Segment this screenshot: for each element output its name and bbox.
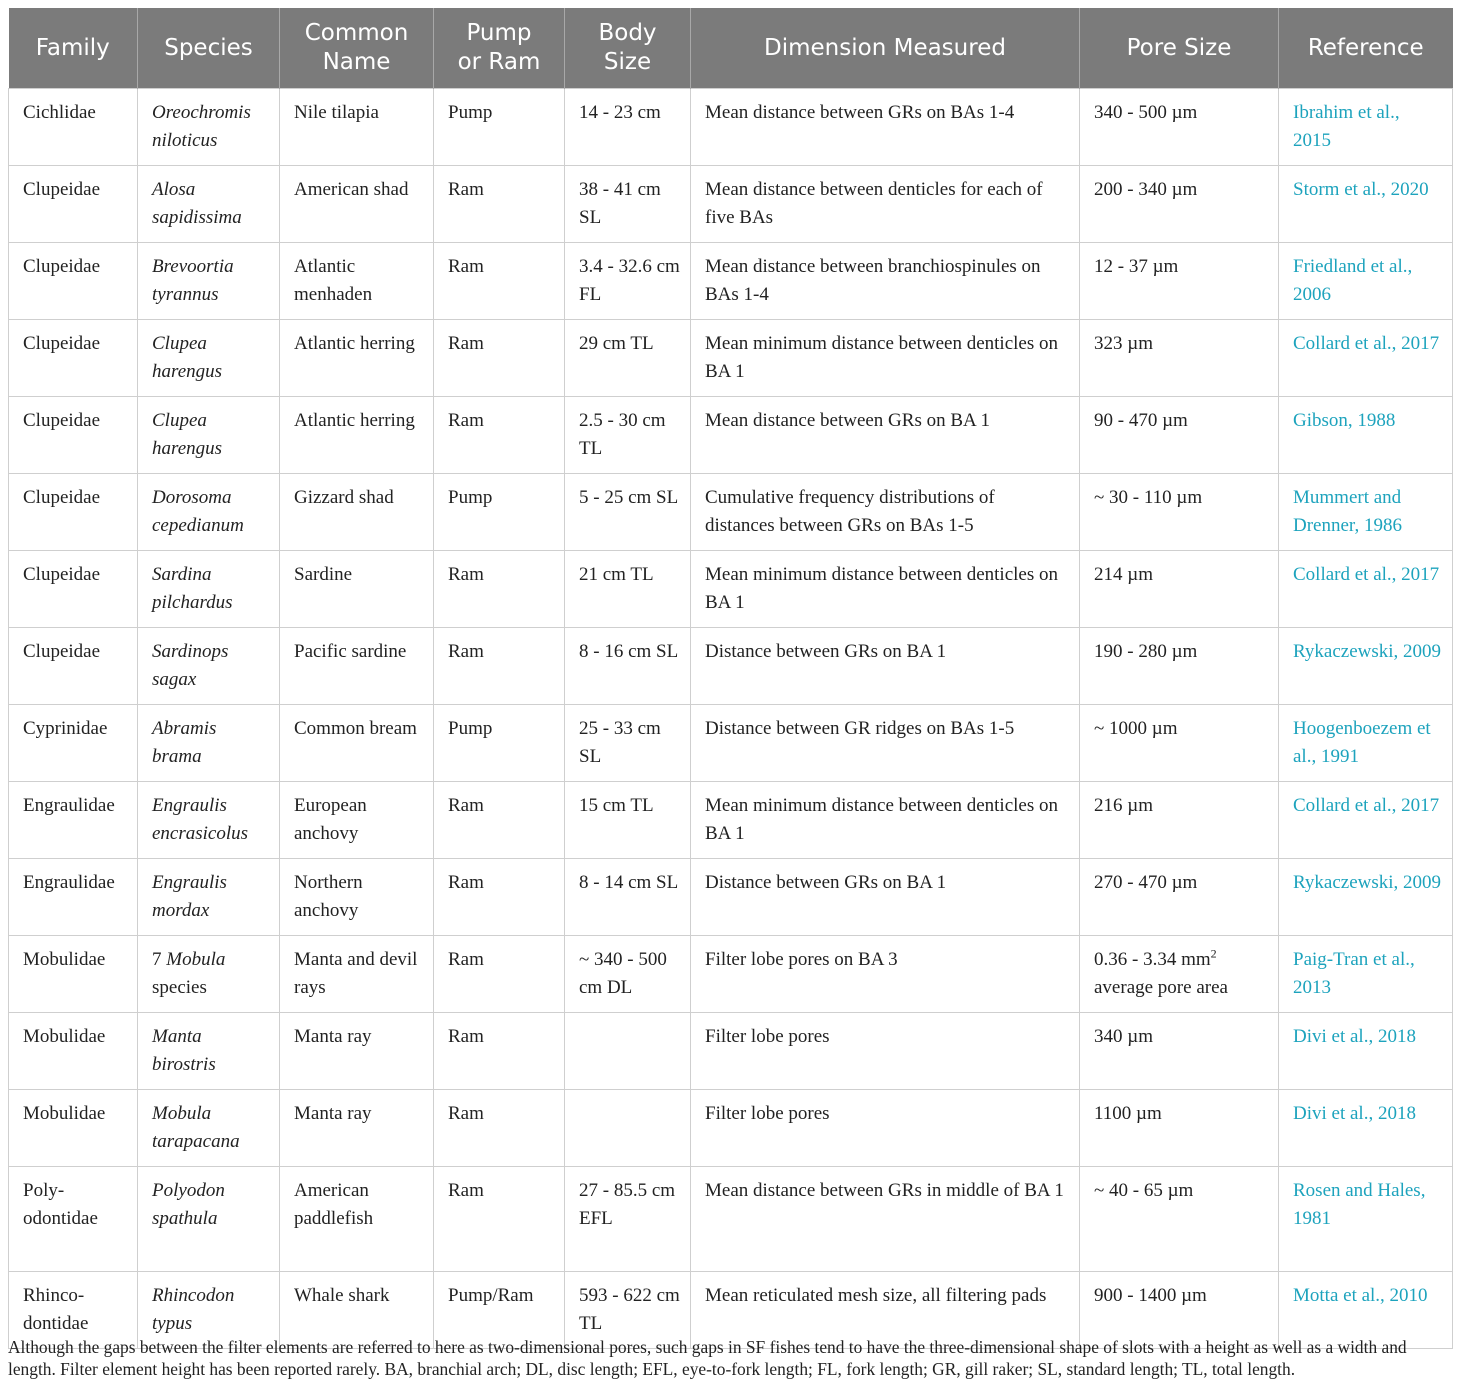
table-row [9,166,1453,243]
cell-common: Atlantic herring [280,320,434,397]
cell-species: Polyodon spathula [138,1167,280,1272]
cell-common: American shad [280,166,434,243]
cell-dimension: Filter lobe pores [691,1090,1080,1167]
cell-species: Alosa sapidissima [138,166,280,243]
cell-dimension: Cumulative frequency distributions of distances between GRs on BAs 1-5 [691,474,1080,551]
cell-family: Clupeidae [9,628,138,705]
cell-reference[interactable]: Collard et al., 2017 [1279,782,1453,859]
cell-dimension: Distance between GR ridges on BAs 1-5 [691,705,1080,782]
cell-family: Mobulidae [9,936,138,1013]
cell-size: 8 - 14 cm SL [565,859,691,936]
column-header: Dimension Measured [691,8,1080,89]
cell-size: 3.4 - 32.6 cm FL [565,243,691,320]
cell-reference[interactable]: Collard et al., 2017 [1279,551,1453,628]
cell-dimension: Mean minimum distance between denticles on BA 1 [691,320,1080,397]
cell-pore: 200 - 340 µm [1080,166,1279,243]
cell-species: Clupea harengus [138,320,280,397]
cell-mode: Ram [434,1013,565,1090]
cell-pore: 900 - 1400 µm [1080,1272,1279,1349]
cell-dimension: Mean distance between denticles for each of five BAs [691,166,1080,243]
cell-family: Cyprinidae [9,705,138,782]
table-row [9,474,1453,551]
cell-common: Manta and devil rays [280,936,434,1013]
cell-pore: 90 - 470 µm [1080,397,1279,474]
cell-size: 21 cm TL [565,551,691,628]
cell-mode: Pump [434,474,565,551]
cell-dimension: Mean reticulated mesh size, all filtering pads [691,1272,1080,1349]
cell-family: Poly-odontidae [9,1167,138,1272]
cell-family: Clupeidae [9,474,138,551]
cell-pore: 1100 µm [1080,1090,1279,1167]
cell-common: American paddlefish [280,1167,434,1272]
table-row [9,628,1453,705]
cell-dimension: Mean distance between branchiospinules on BAs 1-4 [691,243,1080,320]
cell-size: 5 - 25 cm SL [565,474,691,551]
table-row [9,1090,1453,1167]
cell-pore: 190 - 280 µm [1080,628,1279,705]
column-header: Reference [1279,8,1453,89]
cell-mode: Ram [434,166,565,243]
table-row [9,320,1453,397]
cell-reference[interactable]: Paig-Tran et al., 2013 [1279,936,1453,1013]
cell-size: 29 cm TL [565,320,691,397]
cell-pore: 340 µm [1080,1013,1279,1090]
column-header: Common Name [280,8,434,89]
cell-species: Rhincodon typus [138,1272,280,1349]
cell-family: Mobulidae [9,1013,138,1090]
cell-species: Manta birostris [138,1013,280,1090]
cell-reference[interactable]: Mummert and Drenner, 1986 [1279,474,1453,551]
cell-common: Gizzard shad [280,474,434,551]
cell-reference[interactable]: Hoogenboezem et al., 1991 [1279,705,1453,782]
cell-size: 8 - 16 cm SL [565,628,691,705]
cell-pore: 0.36 - 3.34 $mm^2$ average pore area [1080,936,1279,1013]
cell-size: 593 - 622 cm TL [565,1272,691,1349]
cell-pore: ~ 1000 µm [1080,705,1279,782]
cell-size [565,1090,691,1167]
cell-mode: Ram [434,628,565,705]
cell-pore: 340 - 500 µm [1080,89,1279,166]
cell-mode: Ram [434,551,565,628]
cell-mode: Pump/Ram [434,1272,565,1349]
cell-family: Mobulidae [9,1090,138,1167]
table-row [9,89,1453,166]
cell-family: Clupeidae [9,243,138,320]
table-row [9,1167,1453,1272]
cell-family: Engraulidae [9,859,138,936]
table-header-row [9,8,1453,89]
cell-species: Oreochromis niloticus [138,89,280,166]
cell-mode: Ram [434,782,565,859]
cell-common: Atlantic menhaden [280,243,434,320]
cell-common: Pacific sardine [280,628,434,705]
cell-dimension: Filter lobe pores [691,1013,1080,1090]
cell-species: 7 Mobula species [138,936,280,1013]
cell-common: European anchovy [280,782,434,859]
cell-pore: 214 µm [1080,551,1279,628]
cell-species: Abramis brama [138,705,280,782]
cell-family: Cichlidae [9,89,138,166]
cell-common: Northern anchovy [280,859,434,936]
cell-mode: Pump [434,705,565,782]
cell-reference[interactable]: Rosen and Hales, 1981 [1279,1167,1453,1272]
table-row [9,859,1453,936]
pore-size-table [8,8,1453,1349]
cell-dimension: Distance between GRs on BA 1 [691,628,1080,705]
column-header: Species [138,8,280,89]
table-row [9,551,1453,628]
data-table-container [8,8,1452,1349]
cell-dimension: Mean minimum distance between denticles on BA 1 [691,551,1080,628]
cell-species: Brevoortia tyrannus [138,243,280,320]
cell-size [565,1013,691,1090]
column-header: Pump or Ram [434,8,565,89]
cell-mode: Ram [434,1090,565,1167]
cell-family: Clupeidae [9,166,138,243]
cell-reference[interactable]: Storm et al., 2020 [1279,166,1453,243]
cell-size: ~ 340 - 500 cm DL [565,936,691,1013]
cell-pore: ~ 30 - 110 µm [1080,474,1279,551]
table-row [9,397,1453,474]
table-row [9,936,1453,1013]
table-row [9,1013,1453,1090]
cell-reference[interactable]: Friedland et al., 2006 [1279,243,1453,320]
cell-mode: Pump [434,89,565,166]
cell-size: 15 cm TL [565,782,691,859]
cell-pore: 12 - 37 µm [1080,243,1279,320]
column-header: Family [9,8,138,89]
cell-species: Mobula tarapacana [138,1090,280,1167]
cell-common: Nile tilapia [280,89,434,166]
cell-reference[interactable]: Gibson, 1988 [1279,397,1453,474]
cell-species: Clupea harengus [138,397,280,474]
cell-reference[interactable]: Divi et al., 2018 [1279,1090,1453,1167]
cell-size: 27 - 85.5 cm EFL [565,1167,691,1272]
cell-mode: Ram [434,320,565,397]
cell-pore: 270 - 470 µm [1080,859,1279,936]
cell-dimension: Mean distance between GRs on BA 1 [691,397,1080,474]
cell-reference[interactable]: Rykaczewski, 2009 [1279,859,1453,936]
cell-species: Dorosoma cepedianum [138,474,280,551]
cell-family: Clupeidae [9,551,138,628]
cell-dimension: Distance between GRs on BA 1 [691,859,1080,936]
cell-reference[interactable]: Divi et al., 2018 [1279,1013,1453,1090]
cell-reference[interactable]: Motta et al., 2010 [1279,1272,1453,1349]
cell-reference[interactable]: Rykaczewski, 2009 [1279,628,1453,705]
table-row [9,243,1453,320]
cell-reference[interactable]: Collard et al., 2017 [1279,320,1453,397]
cell-mode: Ram [434,397,565,474]
cell-common: Manta ray [280,1090,434,1167]
column-header: Body Size [565,8,691,89]
cell-pore: ~ 40 - 65 µm [1080,1167,1279,1272]
cell-pore: 323 µm [1080,320,1279,397]
cell-mode: Ram [434,859,565,936]
cell-dimension: Mean minimum distance between denticles on BA 1 [691,782,1080,859]
cell-common: Manta ray [280,1013,434,1090]
table-body [9,89,1453,1349]
cell-dimension: Mean distance between GRs in middle of BA 1 [691,1167,1080,1272]
cell-family: Rhinco-dontidae [9,1272,138,1349]
cell-common: Atlantic herring [280,397,434,474]
cell-common: Common bream [280,705,434,782]
cell-species: Engraulis encrasicolus [138,782,280,859]
cell-species: Sardinops sagax [138,628,280,705]
cell-dimension: Mean distance between GRs on BAs 1-4 [691,89,1080,166]
table-footnote: Although the gaps between the filter elements are referred to here as two-dimensional pores, such gaps in SF fishes tend to have the three-dimensional shape of slots with a height as well as a width and length. Filter element height has been reported rarely. BA, branchial arch; DL, disc length; EFL, eye-to-fork length; FL, fork length; GR, gill raker; SL, standard length; TL, total length. [8,1337,1407,1379]
cell-reference[interactable]: Ibrahim et al., 2015 [1279,89,1453,166]
cell-common: Whale shark [280,1272,434,1349]
cell-family: Engraulidae [9,782,138,859]
cell-mode: Ram [434,243,565,320]
cell-species: Engraulis mordax [138,859,280,936]
cell-mode: Ram [434,936,565,1013]
table-row [9,705,1453,782]
cell-species: Sardina pilchardus [138,551,280,628]
cell-common: Sardine [280,551,434,628]
cell-family: Clupeidae [9,397,138,474]
cell-pore: 216 µm [1080,782,1279,859]
table-row [9,782,1453,859]
cell-size: 38 - 41 cm SL [565,166,691,243]
cell-size: 2.5 - 30 cm TL [565,397,691,474]
cell-size: 25 - 33 cm SL [565,705,691,782]
cell-mode: Ram [434,1167,565,1272]
cell-family: Clupeidae [9,320,138,397]
cell-dimension: Filter lobe pores on BA 3 [691,936,1080,1013]
cell-size: 14 - 23 cm [565,89,691,166]
column-header: Pore Size [1080,8,1279,89]
